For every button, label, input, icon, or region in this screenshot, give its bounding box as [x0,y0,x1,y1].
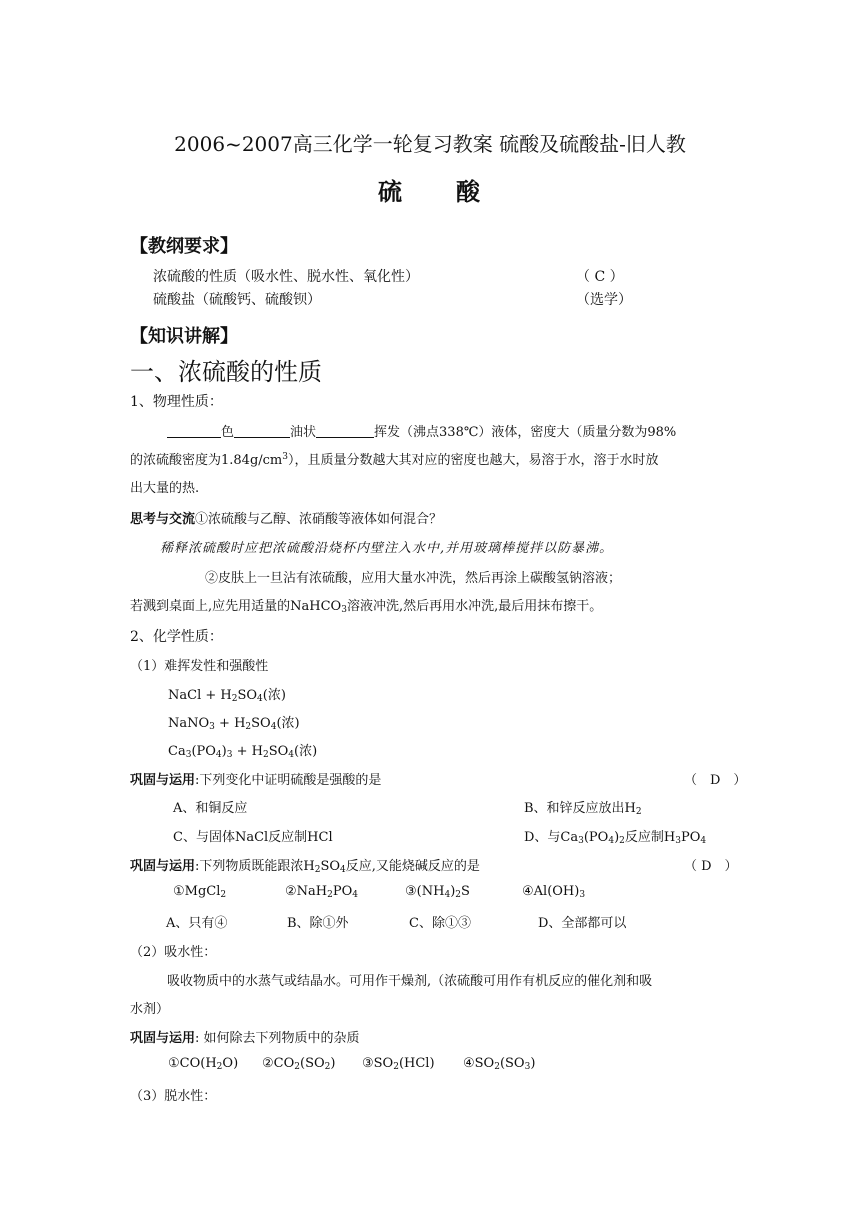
chemical-title: 2、化学性质： [130,629,223,645]
think-a1: 稀释浓硫酸时应把浓硫酸沿烧杯内壁注入水中,并用玻璃棒搅拌以防暴沸。 [160,541,614,556]
physical-line-2 [130,449,659,468]
text: (SO [300,1056,325,1071]
text: + H [214,716,246,731]
text: ③(NH [405,884,445,899]
blank [316,425,374,438]
subscript: 3 [675,836,681,846]
subscript: 4 [444,890,451,900]
text: (SO [499,1056,525,1071]
exercise-2-item-4 [522,884,585,900]
exercise-1-answer: （ D ） [684,773,747,788]
syllabus-item-2-level: （选学） [576,292,632,308]
exercise-label: 巩固与运用 [130,859,196,874]
subscript: 2 [294,1062,300,1072]
section-heading: 一、浓硫酸的性质 [130,358,322,386]
syllabus-item-1-level: （ C ） [576,269,624,285]
text: ），且质量分数越大其对应的密度也越大，易溶于水，溶于水时放 [288,453,659,468]
absorb-title: （2）吸水性： [130,945,217,960]
physical-line-1 [167,421,676,440]
exercise-3-item-3 [362,1056,435,1072]
text: ) [614,830,620,845]
exercise-3-item-4 [463,1056,535,1072]
page-title: 硫 酸 [378,177,482,206]
subscript: 3 [341,605,347,615]
subscript: 2 [220,890,227,900]
exercise-2-item-3 [405,884,470,900]
document-title: 2006~2007高三化学一轮复习教案 硫酸及硫酸盐-旧人教 [174,132,686,156]
text: ②CO [262,1056,295,1071]
text: SO [320,859,341,874]
think-q2: ②皮肤上一旦沾有浓硫酸，应用大量水冲洗，然后再涂上碳酸氢钠溶液； [205,571,622,586]
subscript: 2 [393,1062,399,1072]
text: + H [232,744,263,759]
subscript: 3 [226,750,233,760]
absorb-line-1: 吸收物质中的水蒸气或结晶水。可用作干燥剂,（浓硫酸可用作有机反应的催化剂和吸 [167,974,653,989]
reaction-1 [168,684,286,704]
text: ④Al(OH) [522,884,580,899]
text: 的浓硫酸密度为1.84g/cm [130,453,283,468]
text: B、和锌反应放出H [524,801,636,816]
think-q1 [130,508,442,527]
text: : 如何除去下列物质中的杂质 [195,1031,360,1046]
exercise-3-question [130,1027,360,1046]
text: ③SO [362,1056,394,1071]
subscript: 2 [327,890,333,900]
exercise-1-option-a: A、和铜反应 [173,801,248,816]
subscript: 3 [579,890,586,900]
text: D、与Ca [524,830,579,845]
exercise-2-question [130,855,480,875]
subscript: 4 [700,836,707,846]
subscript: 2 [216,1062,223,1072]
physical-line-3: 出大量的热. [130,481,200,496]
subscript: 2 [231,694,238,704]
subscript: 4 [352,890,358,900]
text: ④SO [463,1056,495,1071]
text: ②NaH [285,884,328,899]
subscript: 2 [635,807,642,817]
exercise-3-item-2 [262,1056,335,1072]
chemical-sub-1: （1）难挥发性和强酸性 [130,659,269,674]
text: 反应制H [624,830,676,845]
exercise-2-option-a: A、只有④ [166,916,228,931]
subscript: 2 [314,865,321,875]
text: PO [332,884,353,899]
superscript: 3 [282,452,288,462]
exercise-3-item-1 [168,1056,238,1072]
text: Ca [168,744,186,759]
exercise-2-option-d: D、全部都可以 [538,916,627,931]
subscript: 2 [245,722,252,732]
exercise-2-option-c: C、除①③ [409,916,471,931]
knowledge-heading: 【知识讲解】 [130,326,238,347]
exercise-1-option-d [524,826,706,846]
subscript: 2 [324,1062,331,1072]
text: (浓) [262,688,286,703]
syllabus-heading: 【教纲要求】 [130,236,238,257]
subscript: 2 [494,1062,500,1072]
text: ) [450,884,456,899]
physical-title: 1、物理性质： [130,394,223,410]
text: ) [330,1056,336,1071]
subscript: 2 [619,836,625,846]
text: (PO [583,830,609,845]
subscript: 4 [288,750,295,760]
syllabus-item-1: 浓硫酸的性质（吸水性、脱水性、氧化性） [153,269,419,285]
subscript: 2 [262,750,269,760]
dehydrate-title: （3）脱水性： [130,1089,217,1104]
text: :下列变化中证明硫酸是强酸的是 [195,773,382,788]
syllabus-item-2: 硫酸盐（硫酸钙、硫酸钡） [153,292,321,308]
text: NaNO [168,716,210,731]
text: NaCl + H [168,688,232,703]
text: 溶液冲洗,然后再用水冲洗,最后用抹布擦干。 [346,599,603,614]
text: 挥发（沸点338℃）液体，密度大（质量分数为98% [374,425,677,440]
exercise-2-answer: （ D ） [684,859,738,874]
text: ①浓硫酸与乙醇、浓硝酸等液体如何混合？ [195,512,443,527]
exercise-1-option-c: C、与固体NaCl反应制HCl [173,830,333,845]
subscript: 3 [209,722,215,732]
subscript: 3 [185,750,192,760]
subscript: 2 [455,890,461,900]
subscript: 4 [257,694,263,704]
reaction-3 [168,740,317,760]
text: :下列物质既能跟浓H [195,859,315,874]
text: PO [680,830,701,845]
text: SO [268,744,289,759]
exercise-label: 巩固与运用 [130,1031,196,1046]
exercise-2-option-b: B、除①外 [287,916,349,931]
text: O) [222,1056,239,1071]
subscript: 4 [270,722,277,732]
text: (浓) [294,744,318,759]
text: (PO [191,744,216,759]
text: SO [251,716,271,731]
exercise-2-item-1 [173,884,226,900]
subscript: 3 [524,1062,531,1072]
text: ①MgCl [173,884,221,899]
text: 若溅到桌面上,应先用适量的NaHCO [130,599,342,614]
subscript: 4 [340,865,346,875]
reaction-2 [168,712,300,732]
text: (HCl) [398,1056,435,1071]
exercise-label: 巩固与运用 [130,773,196,788]
think-a2 [130,595,602,615]
text: ①CO(H [168,1056,217,1071]
subscript: 3 [578,836,584,846]
text: 反应,又能烧碱反应的是 [345,859,480,874]
subscript: 4 [215,750,222,760]
text: S [461,884,470,899]
blank [167,425,221,438]
exercise-1-option-b [524,797,642,817]
text: SO [237,688,258,703]
absorb-line-2: 水剂） [130,1002,170,1017]
exercise-1-question [130,769,381,788]
text: 色 [221,425,235,440]
text: ) [221,744,227,759]
blank [234,425,290,438]
exercise-2-item-2 [285,884,358,900]
text: 油状 [290,425,317,440]
think-label: 思考与交流 [130,512,196,527]
subscript: 4 [608,836,615,846]
text: (浓) [276,716,300,731]
text: ) [530,1056,536,1071]
